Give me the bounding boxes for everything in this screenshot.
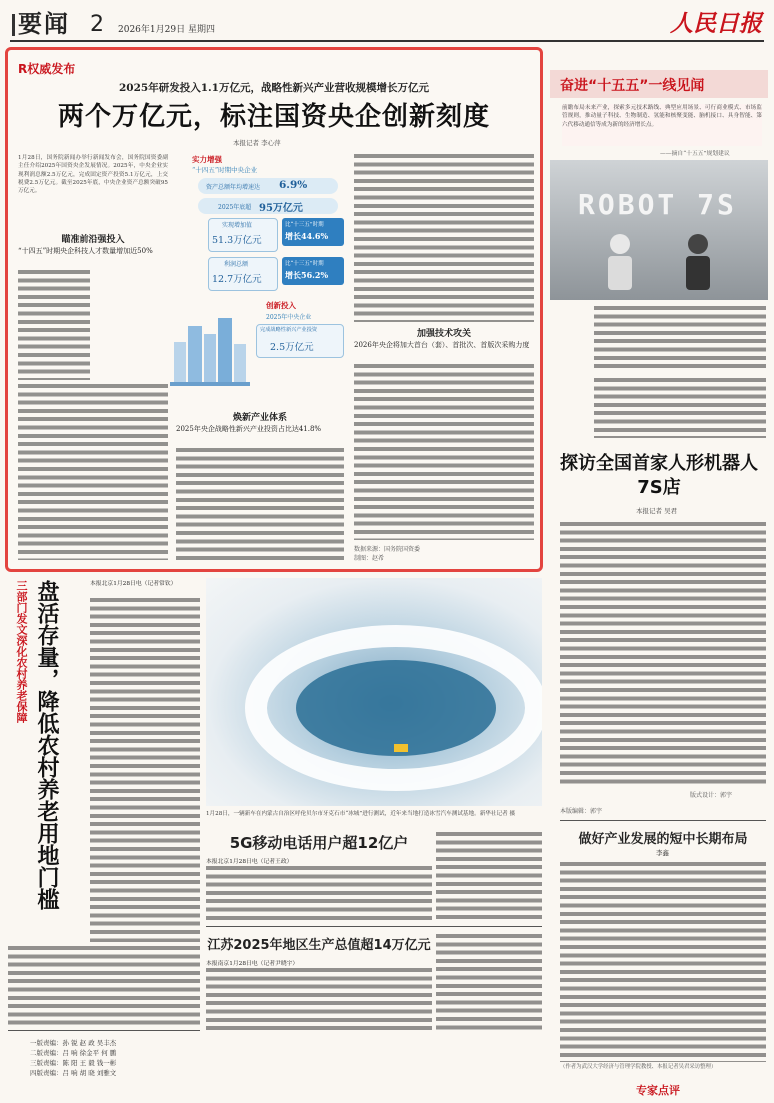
subhead-1: 瞄准前沿强投入	[61, 235, 125, 245]
info-item1-label: 资产总额年均增速达	[206, 184, 261, 191]
sidebar-banner-text: 奋进“十五五”一线见闻	[560, 78, 705, 94]
story-title: 探访全国首家人形机器人7S店	[560, 453, 758, 498]
sidebar-intro: 前瞻布局未来产业，探索多元技术路线、典型应用场景、可行商业模式、市场监管规则，推动量子科技、生物制造、氢能和核聚变能、脑机接口、具身智能、第六代移动通信等成为新的经济增长点。	[562, 104, 762, 146]
sidebar-editor: 本版编辑：郭宇	[560, 808, 603, 815]
vertical-headline: 盘活存量，降低农村养老用地门槛	[34, 580, 59, 910]
news-1-byline: 本报北京1月28日电（记者王政）	[206, 859, 293, 865]
info-item4-cmp: 比“十三五”时期	[285, 261, 324, 267]
left-text-2	[8, 946, 200, 1026]
left-text-1	[90, 598, 200, 942]
info-item1-value: 6.9%	[279, 179, 308, 191]
editor-line: 一版责编：孙 锐 赵 政 吴丰杰	[30, 1039, 117, 1047]
lead-article[interactable]	[5, 47, 543, 572]
lead-footer2: 制图：赵希	[354, 555, 385, 562]
lead-intro: 1月28日，国务院新闻办举行新闻发布会，国务院国资委副主任介绍2025年国资央企发展情况。2025年，中央企业实现利润总额2.5万亿元，完成固定资产投资5.1万亿元，上交税费2.5万亿元。截至2025年底，中央企业资产总额突破95万亿元。	[18, 155, 168, 195]
lead-kicker: 2025年研发投入1.1万亿元，战略性新兴产业营收规模增长万亿元	[119, 82, 429, 94]
info-item5-value: 2.5万亿元	[270, 342, 314, 353]
info-figure	[166, 304, 252, 394]
sidebar-photo-caption	[594, 306, 766, 372]
page-number: 2	[90, 12, 104, 37]
badge	[18, 58, 75, 77]
news-1-text	[206, 866, 432, 922]
info-section2-title: 创新投入	[266, 301, 296, 310]
sidebar	[550, 48, 768, 1098]
info-item3-label: 实现增加值	[222, 222, 253, 229]
subhead-3: 焕新产业体系	[232, 413, 287, 423]
info-section1-sub: “十四五”时期中央企业	[192, 166, 258, 174]
news-divider	[206, 926, 542, 927]
sidebar-text-2	[560, 522, 766, 786]
commentary-author: 李鑫	[656, 849, 669, 857]
info-item2-value: 95万亿元	[259, 203, 303, 214]
masthead-rule	[10, 40, 764, 42]
subhead-1-kicker: “十四五”时期央企科技人才数量增加近50%	[18, 247, 153, 255]
editors-divider	[8, 1030, 200, 1031]
editor-line: 二版责编：吕 响 徐金平 何 鹏	[30, 1049, 117, 1057]
sidebar-intro-source: ——摘自“十五五”规划建议	[660, 151, 730, 157]
infographic	[166, 154, 344, 406]
commentary-title: 做好产业发展的短中长期布局	[578, 832, 748, 847]
ice-track-photo	[206, 578, 542, 806]
badge-label: R权威发布	[18, 62, 76, 76]
news-1-text-b	[436, 832, 542, 922]
info-item3-cmp: 比“十三五”时期	[285, 222, 324, 228]
zhuanjia-badge: 专家点评	[636, 1084, 680, 1097]
left-article	[8, 580, 80, 940]
news-1-title: 5G移动电话用户超12亿户	[229, 834, 409, 852]
lead-col3-text-a	[354, 154, 534, 322]
sidebar-credit: 版式设计：郭宇	[690, 792, 733, 799]
news-photo	[206, 578, 542, 806]
editors-list	[30, 1038, 200, 1078]
masthead	[0, 0, 774, 44]
left-byline: 本报北京1月28日电（记者常钦）	[90, 581, 177, 587]
info-item3-growth: 增长44.6%	[285, 231, 329, 241]
lead-col1-text	[18, 270, 90, 380]
editor-line: 三版责编：陈 阳 王 毅 钱一彬	[30, 1059, 117, 1067]
lead-col2-text	[176, 448, 344, 560]
info-item4-value: 12.7万亿元	[212, 274, 262, 285]
lead-col1-text-b	[18, 384, 168, 560]
news-2-text-b	[436, 934, 542, 1032]
lead-col3-text-b	[354, 364, 534, 540]
subhead-2: 加强技术攻关	[416, 329, 471, 339]
subhead-3-kicker: 2025年央企战略性新兴产业投资占比达41.8%	[176, 425, 322, 433]
lead-byline: 本报记者 李心萍	[233, 139, 281, 147]
editor-line: 四版责编：吕 响 胡 晓 刘雅文	[30, 1069, 117, 1077]
commentary-note: （作者为武汉大学经济与管理学院教授、本报记者吴君采访整理）	[560, 1064, 717, 1070]
story-byline: 本报记者 吴君	[636, 507, 678, 515]
news-2-text	[206, 968, 432, 1032]
issue-date: 2026年1月29日 星期四	[118, 25, 215, 35]
section-name: 要闻	[18, 10, 70, 38]
robot-photo	[550, 160, 768, 300]
newspaper-logo: 人民日报	[670, 10, 762, 37]
cityscape-icon	[166, 304, 252, 394]
info-item5-label: 完成战略性新兴产业投资	[260, 327, 318, 333]
sidebar-divider	[560, 820, 766, 821]
subhead-2-kicker: 2026年央企将加大首台（套）、首批次、首版次采购力度	[354, 341, 530, 349]
robot-store-sign: ROBOT 7S	[578, 188, 737, 221]
news-2-byline: 本报南京1月28日电（记者尹晓宇）	[206, 961, 299, 967]
info-item2-label: 2025年底超	[218, 204, 252, 211]
robot-figure-icon	[580, 230, 740, 300]
sidebar-text-1	[594, 378, 766, 438]
lead-headline: 两个万亿元，标注国资央企创新刻度	[57, 102, 490, 132]
lead-footer: 数据来源：国务院国资委	[354, 546, 421, 553]
info-section2-sub: 2025年中央企业	[266, 314, 312, 321]
info-item4-label: 利润总额	[224, 261, 249, 268]
photo-caption: 1月28日，一辆新车在内蒙古自治区呼伦贝尔市牙克石市“冰城”进行测试，近年来当地打造冰雪汽车测试基地。新华社记者 摄	[206, 811, 516, 817]
info-item4-growth: 增长56.2%	[285, 270, 329, 280]
sidebar-banner	[550, 70, 768, 98]
commentary-text	[560, 862, 766, 1062]
info-section1-title: 实力增强	[192, 155, 222, 164]
info-item3-value: 51.3万亿元	[212, 235, 262, 246]
vertical-kicker: 三部门发文深化农村养老保障	[15, 580, 28, 723]
masthead-bar	[12, 14, 15, 36]
news-2-title: 江苏2025年地区生产总值超14万亿元	[207, 938, 431, 953]
